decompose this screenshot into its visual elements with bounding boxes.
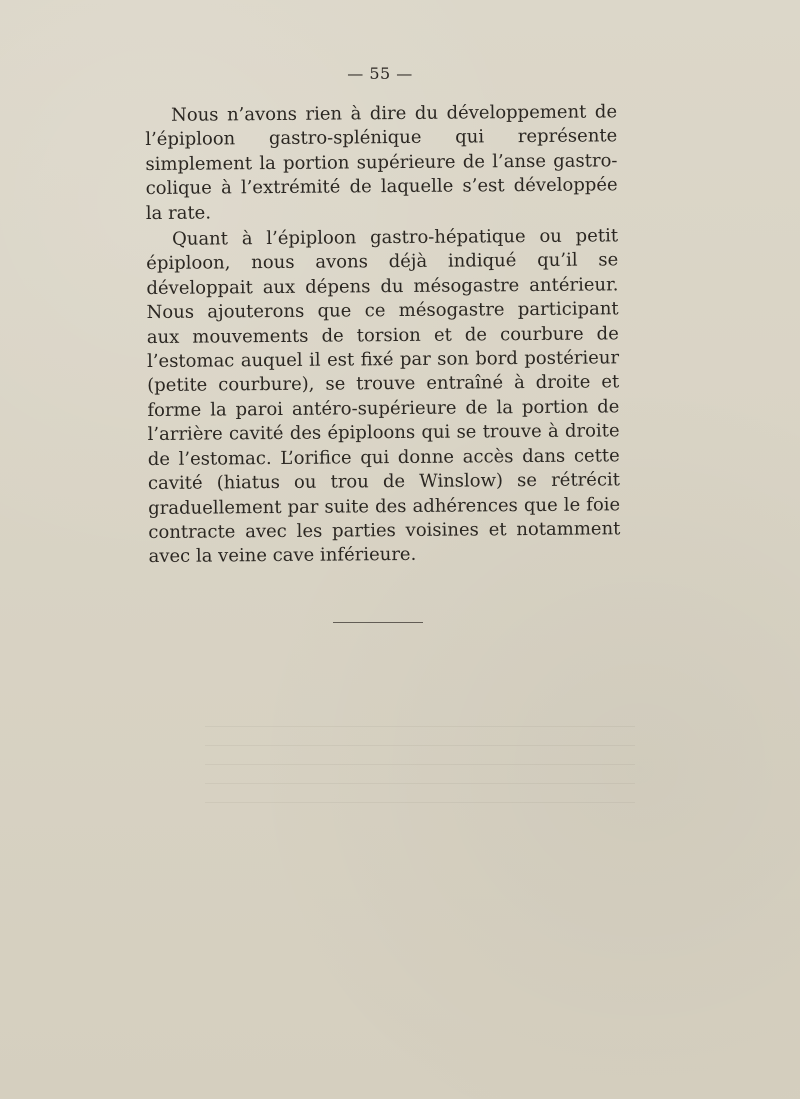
bleed-line <box>205 802 635 803</box>
main-text <box>145 100 621 569</box>
page-number: — 55 — <box>347 64 413 83</box>
bleed-line <box>205 726 635 727</box>
bleed-through-artifacts <box>205 708 635 868</box>
paragraph-2: Quant à l’épiploon gastro-hépatique ou petit épiploon, nous avons déjà indiqué qu’il se développait aux dépens du mésogastre antérieur. Nous ajouterons que ce mésogastre participant aux mouvements de torsion et de courbure de l’estomac auquel il est fixé par son bord postérieur (petite courbure), se trouve entraîné à droite et forme la paroi antéro-supérieure de la portion de l’arrière cavité des épiploons qui se trouve à droite de l’estomac. L’orifice qui donne accès dans cette cavité (hiatus ou trou de Winslow) se rétrécit graduellement par suite des adhérences que le foie contracte avec les parties voisines et notamment avec la veine cave inférieure. <box>146 225 621 568</box>
bleed-line <box>205 764 635 765</box>
paragraph-1: Nous n’avons rien à dire du développement de l’épiploon gastro-splénique qui représente simplement la portion supérieure de l’anse gastro-colique à l’extrémité de laquelle s’est développée la rate. <box>145 101 618 224</box>
bleed-line <box>205 745 635 746</box>
section-separator <box>333 622 423 623</box>
bleed-line <box>205 783 635 784</box>
